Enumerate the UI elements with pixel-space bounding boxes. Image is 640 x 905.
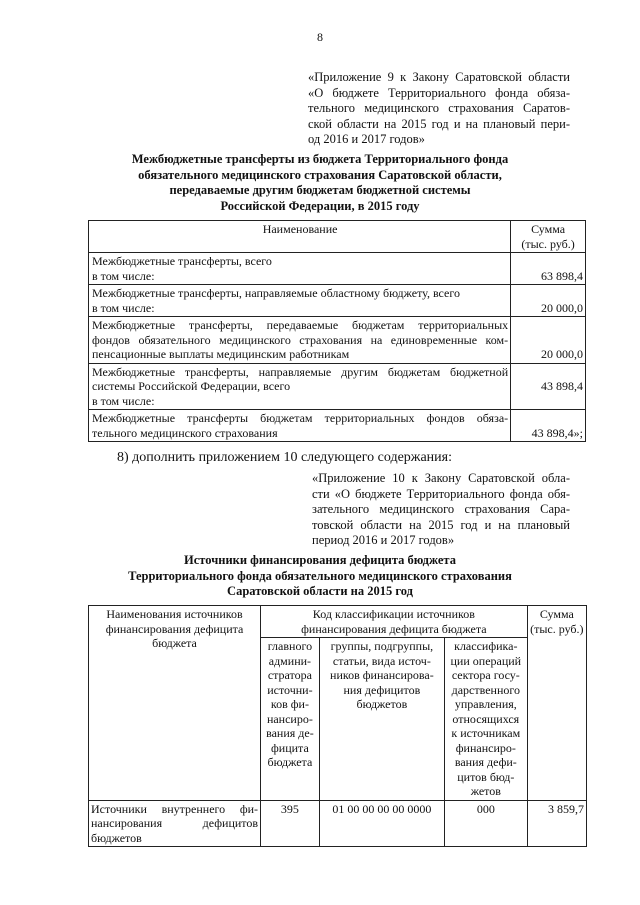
row-source: Источники внутреннего фи- нансирования дефицитов бюджетов (89, 800, 261, 847)
title-line: передаваемые другим бюджетам бюджетной системы (169, 183, 471, 197)
row-admin-code: 395 (261, 800, 320, 847)
row-sum: 3 859,7 (527, 800, 586, 847)
table-row (89, 800, 587, 847)
table-row (89, 363, 586, 410)
table-row (89, 410, 586, 442)
table-row (89, 317, 586, 364)
header-source: Наименования источников финансирования дефицита бюджета (89, 606, 261, 801)
row-sum: 63 898,4 (511, 253, 586, 285)
annex-line: период 2016 и 2017 годов» (312, 533, 455, 547)
row-sum: 20 000,0 (511, 317, 586, 364)
header-group: группы, подгруппы, статьи, вида источ- ников финансирова- ния дефицитов бюджетов (319, 638, 444, 801)
table2-title (0, 553, 640, 600)
annex-line: товской области на 2015 год и на плановый (312, 517, 570, 532)
title-line: Саратовской области на 2015 год (227, 584, 413, 598)
table-row (89, 285, 586, 317)
annex-line: зательного медицинского страхования Сара- (312, 502, 570, 516)
annex-line: ской области на 2015 год и на плановый пери- (308, 116, 570, 131)
header-kosgu: классифика- ции операций сектора госу- дарственного управления, относящихся к источникам финансиро- вания дефи- цитов бюд- жетов (444, 638, 527, 801)
row-name: Межбюджетные трансферты, направляемые областному бюджету, всего в том числе: (89, 285, 511, 317)
title-line: обязательного медицинского страхования Саратовской области, (138, 167, 502, 182)
annex-line: тельного медицинского страхования Саратов- (308, 101, 570, 115)
annex-10-reference (312, 471, 570, 549)
annex-line: од 2016 и 2017 годов» (308, 132, 425, 146)
page-number: 8 (317, 30, 323, 44)
title-line: Межбюджетные трансферты из бюджета Территориального фонда (131, 152, 509, 166)
row-sum: 20 000,0 (511, 285, 586, 317)
table1-title (0, 152, 640, 214)
annex-line: сти «О бюджете Территориального фонда обя- (312, 486, 570, 501)
annex-line: «Приложение 9 к Закону Саратовской области (308, 70, 570, 84)
header-sum: Сумма (тыс. руб.) (527, 606, 586, 801)
transfers-table (88, 220, 586, 442)
annex-9-reference (308, 70, 570, 148)
header-sum: Сумма (тыс. руб.) (511, 221, 586, 253)
row-kosgu-code: 000 (444, 800, 527, 847)
table-row (89, 253, 586, 285)
title-line: Российской Федерации, в 2015 году (220, 198, 420, 213)
row-name: Межбюджетные трансферты, передаваемые бюджетам территориальных фондов обязательного медицинского страхования на единовременные ком- пенсационные выплаты медицинским работникам (89, 317, 511, 364)
annex-line: «Приложение 10 к Закону Саратовской обла- (312, 471, 570, 485)
deficit-sources-table (88, 605, 587, 847)
row-sum: 43 898,4 (511, 363, 586, 410)
header-name: Наименование (89, 221, 511, 253)
annex-line: «О бюджете Территориального фонда обяза- (308, 85, 570, 100)
row-name: Межбюджетные трансферты, направляемые другим бюджетам бюджетной системы Российской Федерации, всего в том числе: (89, 363, 511, 410)
table-header-row (89, 606, 587, 638)
header-code-group: Код классификации источников финансирования дефицита бюджета (261, 606, 528, 638)
title-line: Территориального фонда обязательного медицинского страхования (128, 568, 512, 583)
table-header-row (89, 221, 586, 253)
row-classification-code: 01 00 00 00 00 0000 (319, 800, 444, 847)
row-name: Межбюджетные трансферты бюджетам территориальных фондов обяза- тельного медицинского страхования (89, 410, 511, 442)
header-admin: главного админи- стратора источни- ков фи- нансиро- вания де- фицита бюджета (261, 638, 320, 801)
title-line: Источники финансирования дефицита бюджета (184, 553, 456, 567)
item-8-text: 8) дополнить приложением 10 следующего содержания: (117, 450, 452, 465)
row-sum: 43 898,4»; (511, 410, 586, 442)
row-name: Межбюджетные трансферты, всего в том числе: (89, 253, 511, 285)
